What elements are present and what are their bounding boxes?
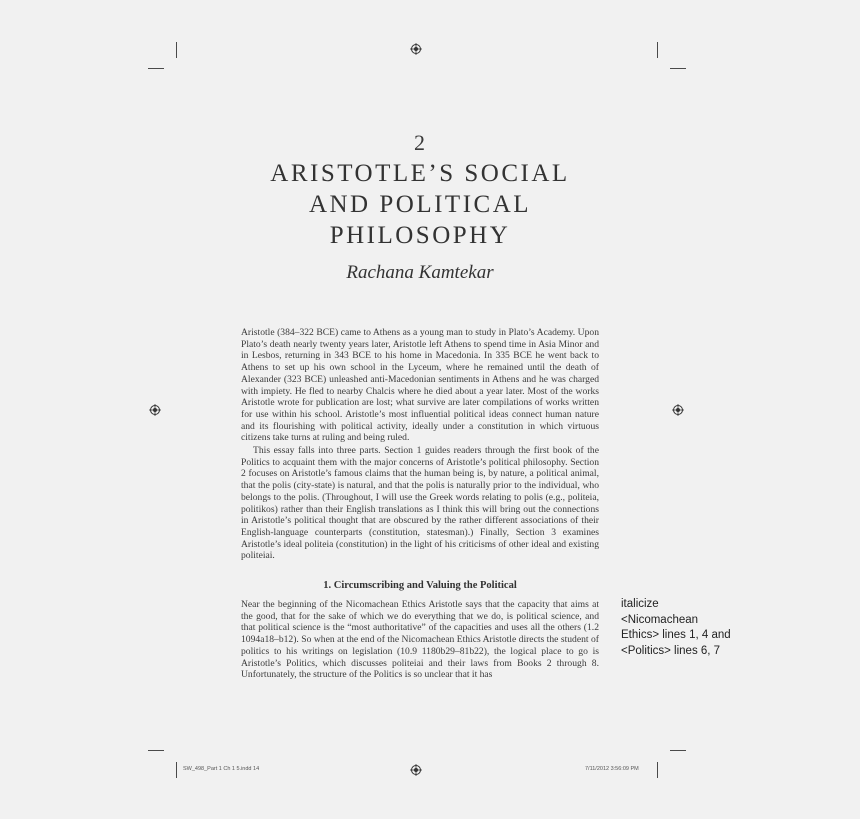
crop-mark: [670, 750, 686, 751]
section-paragraph: [241, 599, 599, 681]
crop-mark: [148, 750, 164, 751]
crop-mark: [657, 762, 658, 778]
paragraph-text: Aristotle (384–322 BCE) came to Athens as a young man to study in Plato’s Academy. Upon Plato’s death nearly twenty years later, Aristotle left Athens to spend time in Asia Minor and in Lesbos, returning in 343 BCE to his home in Macedonia. In 335 BCE he went back to Athens to set up his own school in the Lyceum, where he remained until the death of Alexander (323 BCE) unleashed anti-Macedonian sentiments in Athens and he was charged with impiety. He fled to nearby Chalcis where he died about a year later. Most of the works Aristotle wrote for publication are lost; what survive are later compilations of works written for use within his school. Aristotle’s most influential political ideas connect human nature and its flourishing with political activity, ideally under a constitution in which virtuous citizens take turns at ruling and being ruled.: [241, 327, 599, 444]
chapter-title-line: ARISTOTLE’S SOCIAL: [270, 160, 570, 187]
crop-mark: [148, 68, 164, 69]
chapter-title-line: PHILOSOPHY: [329, 222, 511, 249]
footer-file-slug: SW_498_Part 1 Ch 1 5.indd 14: [183, 766, 260, 772]
crop-mark: [176, 42, 177, 58]
chapter-number: 2: [414, 130, 426, 155]
registration-mark-icon: [149, 404, 161, 416]
registration-mark-icon: [410, 764, 422, 776]
registration-mark-icon: [672, 404, 684, 416]
chapter-author: Rachana Kamtekar: [346, 262, 494, 283]
overview-paragraph: [241, 445, 599, 562]
paragraph-text: Near the beginning of the Nicomachean Ethics Aristotle says that the capacity that aims at the good, that for the sake of which we do everything that we do, is political science, and that political science is the “most authoritative” of the capacities and uses all the others (1.2 1094a18–b12). So when at the end of the Nicomachean Ethics Aristotle directs the student of politics to his writings on legislation (10.9 1180b29–81b22), the logical place to go is Aristotle’s Politics, which discusses politeiai and their laws from Books 2 through 8. Unfortunately, the structure of the Politics is so unclear that it has: [241, 599, 599, 681]
crop-mark: [176, 762, 177, 778]
registration-mark-icon: [410, 43, 422, 55]
chapter-title: [0, 158, 840, 251]
crop-mark: [670, 68, 686, 69]
section-heading: 1. Circumscribing and Valuing the Political: [323, 580, 517, 591]
crop-mark: [657, 42, 658, 58]
paragraph-text: This essay falls into three parts. Section 1 guides readers through the first book of the Politics to acquaint them with the major concerns of Aristotle’s political philosophy. Section 2 focuses on Aristotle’s famous claims that the human being is, by nature, a political animal, that the polis (city-state) is natural, and that the polis is naturally prior to the individual, who belongs to the polis. (Throughout, I will use the Greek words relating to polis (e.g., politeia, politikos) rather than their English translations as I think this will bring out the connections in Aristotle’s political thought that are obscured by the rather different associations of their English-language counterparts (constitution, statesman).) Finally, Section 3 examines Aristotle’s ideal politeia (constitution) in the light of his criticisms of other ideal and existing politeiai.: [241, 445, 599, 562]
footer-timestamp: 7/11/2012 3:56:09 PM: [585, 766, 639, 772]
chapter-title-line: AND POLITICAL: [308, 191, 532, 218]
editor-margin-note: italicize <Nicomachean Ethics> lines 1, 4 and <Politics> lines 6, 7: [621, 598, 731, 657]
intro-paragraph: [241, 327, 599, 444]
